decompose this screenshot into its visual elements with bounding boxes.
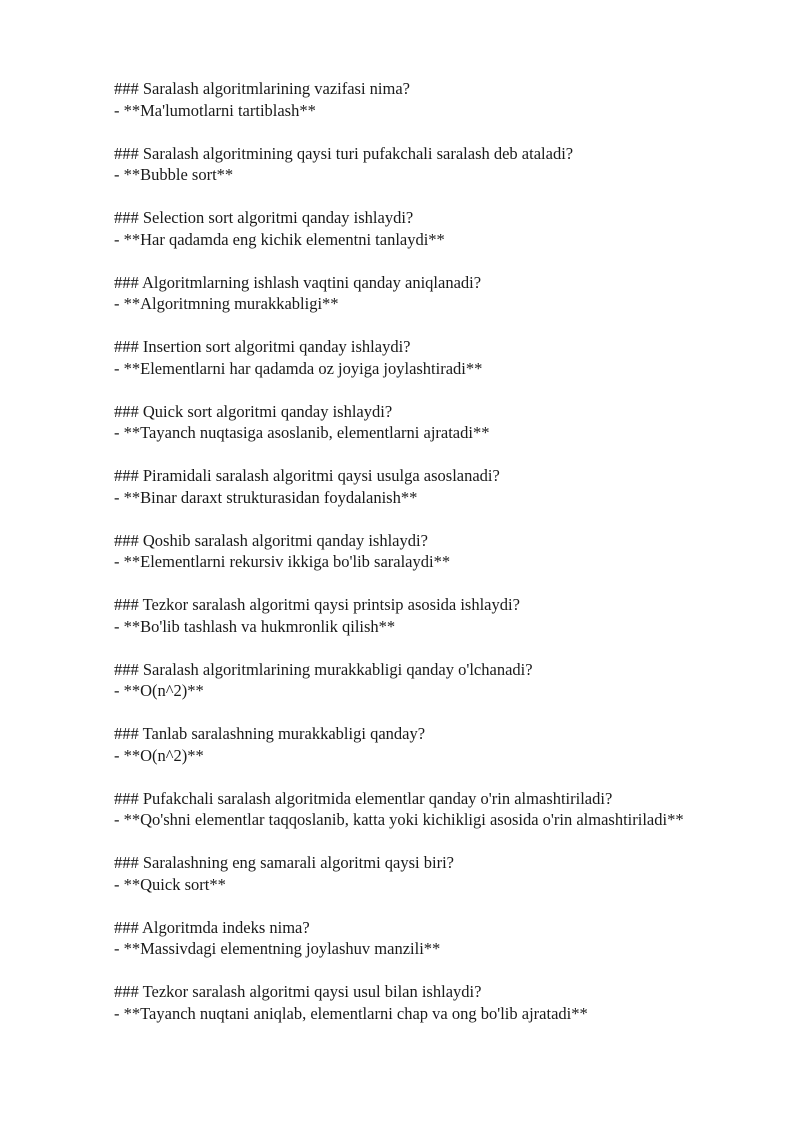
question-heading: ### Tezkor saralash algoritmi qaysi usul bilan ishlaydi? [114, 982, 482, 1001]
qa-item [114, 594, 742, 637]
answer-text: - **Quick sort** [114, 874, 226, 894]
answer-text: - **O(n^2)** [114, 681, 204, 700]
qa-item [114, 723, 742, 766]
question-heading: ### Tezkor saralash algoritmi qaysi printsip asosida ishlaydi? [114, 595, 520, 614]
answer-text: - **Binar daraxt strukturasidan foydalanish** [114, 487, 418, 507]
answer-text: - **Elementlarni rekursiv ikkiga bo'lib saralaydi** [114, 552, 451, 571]
question-heading: ### Quick sort algoritmi qanday ishlaydi? [114, 401, 393, 421]
document-body [114, 78, 742, 1046]
question-heading: ### Saralash algoritmining qaysi turi pufakchali saralash deb ataladi? [114, 143, 574, 163]
answer-text: - **Tayanch nuqtani aniqlab, elementlarni chap va ong bo'lib ajratadi** [114, 1003, 588, 1023]
question-heading: ### Qoshib saralash algoritmi qanday ishlaydi? [114, 530, 428, 550]
question-heading: ### Pufakchali saralash algoritmida elementlar qanday o'rin almashtiriladi? [114, 788, 613, 808]
question-heading: ### Piramidali saralash algoritmi qaysi usulga asoslanadi? [114, 466, 500, 485]
qa-item [114, 530, 742, 573]
answer-text: - **Algoritmning murakkabligi** [114, 294, 339, 313]
answer-text: - **Massivdagi elementning joylashuv manzili** [114, 939, 441, 958]
answer-text: - **O(n^2)** [114, 745, 204, 765]
question-heading: ### Algoritmlarning ishlash vaqtini qanday aniqlanadi? [114, 272, 482, 292]
qa-item [114, 788, 742, 831]
answer-text: - **Tayanch nuqtasiga asoslanib, elementlarni ajratadi** [114, 423, 490, 442]
question-heading: ### Saralash algoritmlarining murakkabligi qanday o'lchanadi? [114, 659, 533, 679]
qa-item [114, 659, 742, 702]
question-heading: ### Saralash algoritmlarining vazifasi nima? [114, 79, 410, 98]
qa-item [114, 981, 742, 1024]
question-heading: ### Algoritmda indeks nima? [114, 917, 310, 937]
qa-item [114, 465, 742, 508]
answer-text: - **Elementlarni har qadamda oz joyiga joylashtiradi** [114, 358, 483, 378]
qa-item [114, 336, 742, 379]
answer-text: - **Ma'lumotlarni tartiblash** [114, 100, 316, 120]
qa-item [114, 207, 742, 250]
answer-text: - **Bo'lib tashlash va hukmronlik qilish** [114, 616, 396, 636]
answer-text: - **Har qadamda eng kichik elementni tanlaydi** [114, 229, 445, 249]
question-heading: ### Insertion sort algoritmi qanday ishlaydi? [114, 337, 411, 356]
qa-item [114, 917, 742, 960]
answer-text: - **Qo'shni elementlar taqqoslanib, katta yoki kichikligi asosida o'rin almashtiriladi** [114, 810, 684, 829]
question-heading: ### Tanlab saralashning murakkabligi qanday? [114, 724, 426, 743]
qa-item [114, 143, 742, 186]
qa-item [114, 272, 742, 315]
qa-item [114, 401, 742, 444]
question-heading: ### Saralashning eng samarali algoritmi qaysi biri? [114, 853, 454, 872]
answer-text: - **Bubble sort** [114, 165, 234, 184]
qa-item [114, 78, 742, 121]
question-heading: ### Selection sort algoritmi qanday ishlaydi? [114, 208, 414, 227]
qa-item [114, 852, 742, 895]
